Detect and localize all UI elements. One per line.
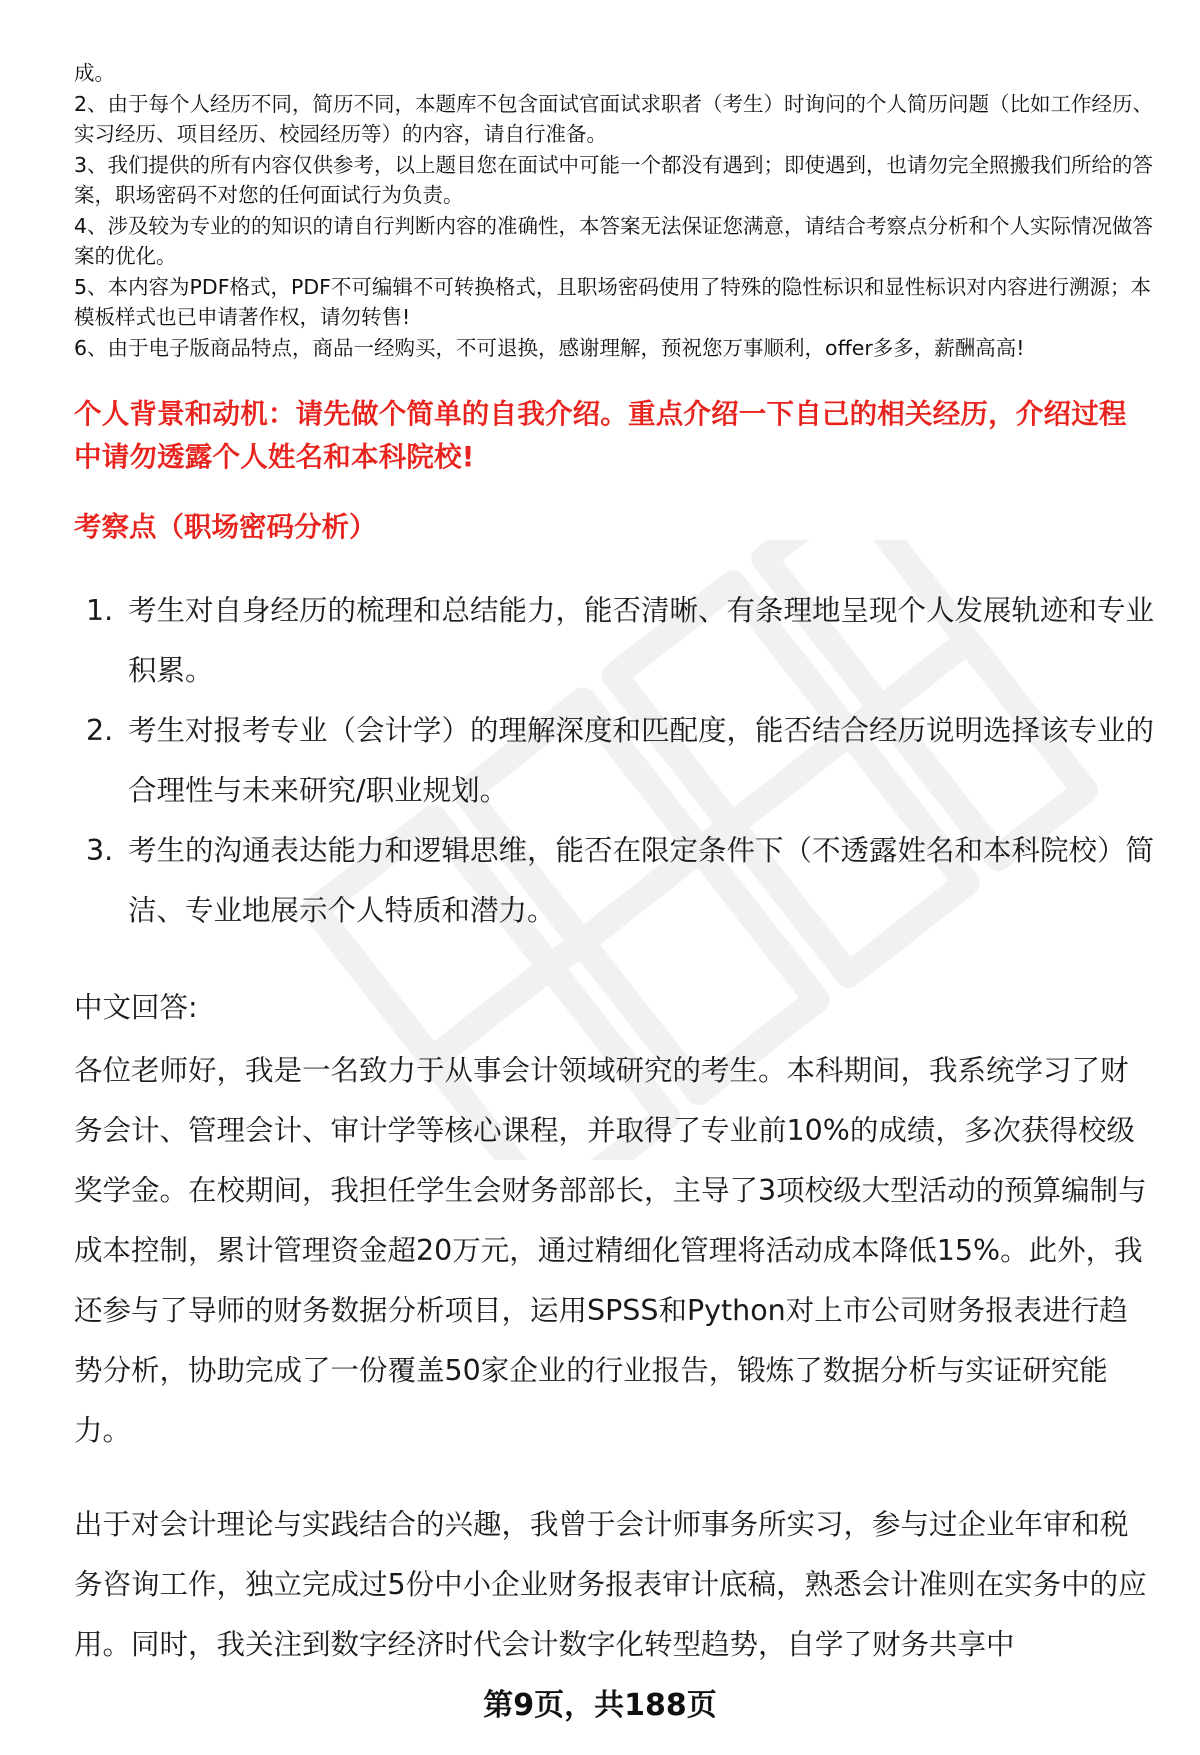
note-line: 3、我们提供的所有内容仅供参考，以上题目您在面试中可能一个都没有遇到；即使遇到，也请勿完全照搬我们所给的答案，职场密码不对您的任何面试行为负责。 <box>74 152 1154 207</box>
note-line: 6、由于电子版商品特点，商品一经购买，不可退换，感谢理解，预祝您万事顺利，offer多多，薪酬高高! <box>74 335 1025 360</box>
list-number: 3. <box>86 834 114 867</box>
list-number: 1. <box>86 594 114 627</box>
list-item <box>74 821 1154 941</box>
note-line: 4、涉及较为专业的的知识的请自行判断内容的准确性，本答案无法保证您满意，请结合考察点分析和个人实际情况做答案的优化。 <box>74 213 1154 268</box>
question-heading: 个人背景和动机：请先做个简单的自我介绍。重点介绍一下自己的相关经历，介绍过程中请勿透露个人姓名和本科院校! <box>74 398 1127 473</box>
analysis-heading: 考察点（职场密码分析） <box>74 511 377 543</box>
list-text: 考生对报考专业（会计学）的理解深度和匹配度，能否结合经历说明选择该专业的合理性与未来研究/职业规划。 <box>128 714 1155 807</box>
list-item <box>74 701 1154 821</box>
list-number: 2. <box>86 714 114 747</box>
analysis-points <box>74 581 1154 941</box>
list-text: 考生的沟通表达能力和逻辑思维，能否在限定条件下（不透露姓名和本科院校）简洁、专业地展示个人特质和潜力。 <box>128 834 1155 927</box>
page-number: 第9页，共188页 <box>483 1688 717 1723</box>
answer-body <box>74 1041 1154 1675</box>
list-item <box>74 581 1154 701</box>
disclaimer-notes <box>74 58 1154 363</box>
note-line: 2、由于每个人经历不同，简历不同，本题库不包含面试官面试求职者（考生）时询问的个人简历问题（比如工作经历、实习经历、项目经历、校园经历等）的内容，请自行准备。 <box>74 91 1154 146</box>
answer-label: 中文回答: <box>74 991 198 1024</box>
note-line: 成。 <box>74 61 115 85</box>
answer-paragraph: 出于对会计理论与实践结合的兴趣，我曾于会计师事务所实习，参与过企业年审和税务咨询工作，独立完成过5份中小企业财务报表审计底稿，熟悉会计准则在实务中的应用。同时，我关注到数字经济时代会计数字化转型趋势，自学了财务共享中 <box>74 1508 1147 1661</box>
note-line: 5、本内容为PDF格式，PDF不可编辑不可转换格式，且职场密码使用了特殊的隐性标识和显性标识对内容进行溯源；本模板样式也已申请著作权，请勿转售! <box>74 274 1151 329</box>
page-content <box>74 58 1154 1675</box>
list-text: 考生对自身经历的梳理和总结能力，能否清晰、有条理地呈现个人发展轨迹和专业积累。 <box>128 594 1155 687</box>
answer-paragraph: 各位老师好，我是一名致力于从事会计领域研究的考生。本科期间，我系统学习了财务会计、管理会计、审计学等核心课程，并取得了专业前10%的成绩，多次获得校级奖学金。在校期间，我担任学生会财务部部长，主导了3项校级大型活动的预算编制与成本控制，累计管理资金超20万元，通过精细化管理将活动成本降低15%。此外，我还参与了导师的财务数据分析项目，运用SPSS和Python对上市公司财务报表进行趋势分析，协助完成了一份覆盖50家企业的行业报告，锻炼了数据分析与实证研究能力。 <box>74 1054 1147 1447</box>
